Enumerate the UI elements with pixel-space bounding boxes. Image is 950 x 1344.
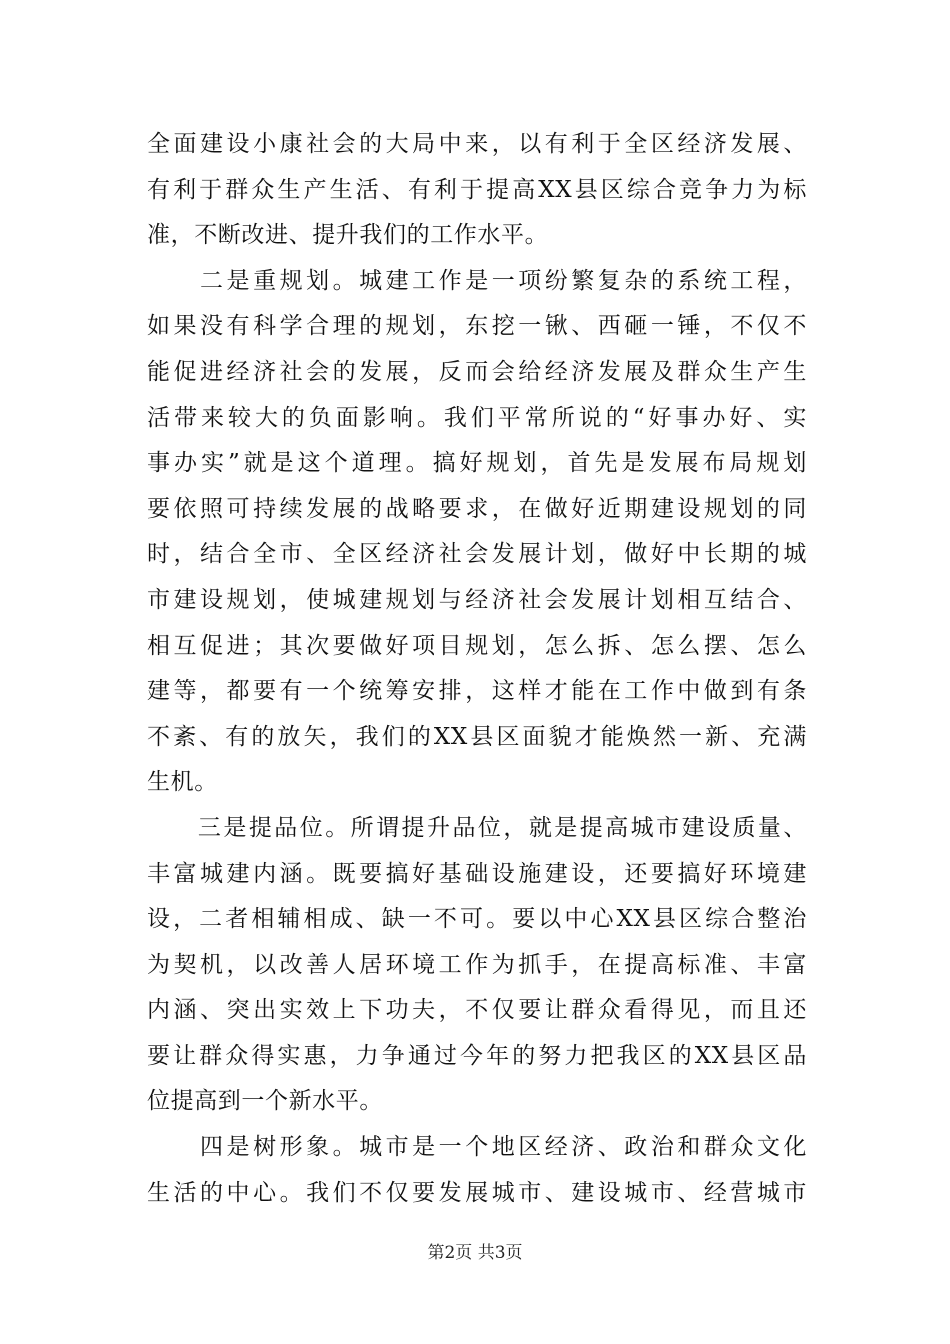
text-line: 二是重规划。城建工作是一项纷繁复杂的系统工程， [147, 267, 807, 294]
text-line: 有利于群众生产生活、有利于提高XX县区综合竞争力为标 [147, 176, 807, 203]
page-number-footer: 第2页 共3页 [427, 1243, 523, 1263]
text-line: 建等，都要有一个统筹安排，这样才能在工作中做到有条 [147, 678, 807, 705]
text-line: 丰富城建内涵。既要搞好基础设施建设，还要搞好环境建 [147, 860, 807, 887]
text-line: 如果没有科学合理的规划，东挖一锹、西砸一锤，不仅不 [147, 313, 807, 340]
text-line: 能促进经济社会的发展，反而会给经济发展及群众生产生 [147, 358, 807, 385]
text-line: 准，不断改进、提升我们的工作水平。 [147, 222, 549, 249]
text-line: 位提高到一个新水平。 [147, 1088, 383, 1115]
text-line: 事办实”就是这个道理。搞好规划，首先是发展布局规划 [147, 450, 807, 477]
text-line: 不紊、有的放矢，我们的XX县区面貌才能焕然一新、充满 [147, 723, 807, 750]
text-line: 内涵、突出实效上下功夫，不仅要让群众看得见，而且还 [147, 997, 807, 1024]
text-line: 设，二者相辅相成、缺一不可。要以中心XX县区综合整治 [147, 906, 807, 933]
text-line: 要让群众得实惠，力争通过今年的努力把我区的XX县区品 [147, 1042, 807, 1069]
text-line: 全面建设小康社会的大局中来，以有利于全区经济发展、 [147, 131, 807, 157]
text-line: 活带来较大的负面影响。我们平常所说的“好事办好、实 [147, 404, 807, 431]
text-line: 要依照可持续发展的战略要求，在做好近期建设规划的同 [147, 495, 807, 522]
text-line: 相互促进；其次要做好项目规划，怎么拆、怎么摆、怎么 [147, 632, 807, 659]
text-line: 生机。 [147, 769, 218, 796]
body-text [147, 122, 807, 1216]
text-line: 三是提品位。所谓提升品位，就是提高城市建设质量、 [147, 814, 807, 841]
text-line: 四是树形象。城市是一个地区经济、政治和群众文化 [147, 1134, 807, 1161]
text-line: 生活的中心。我们不仅要发展城市、建设城市、经营城市 [147, 1179, 807, 1206]
text-line: 市建设规划，使城建规划与经济社会发展计划相互结合、 [147, 586, 807, 613]
text-line: 为契机，以改善人居环境工作为抓手，在提高标准、丰富 [147, 951, 807, 978]
text-line: 时，结合全市、全区经济社会发展计划，做好中长期的城 [147, 541, 807, 568]
